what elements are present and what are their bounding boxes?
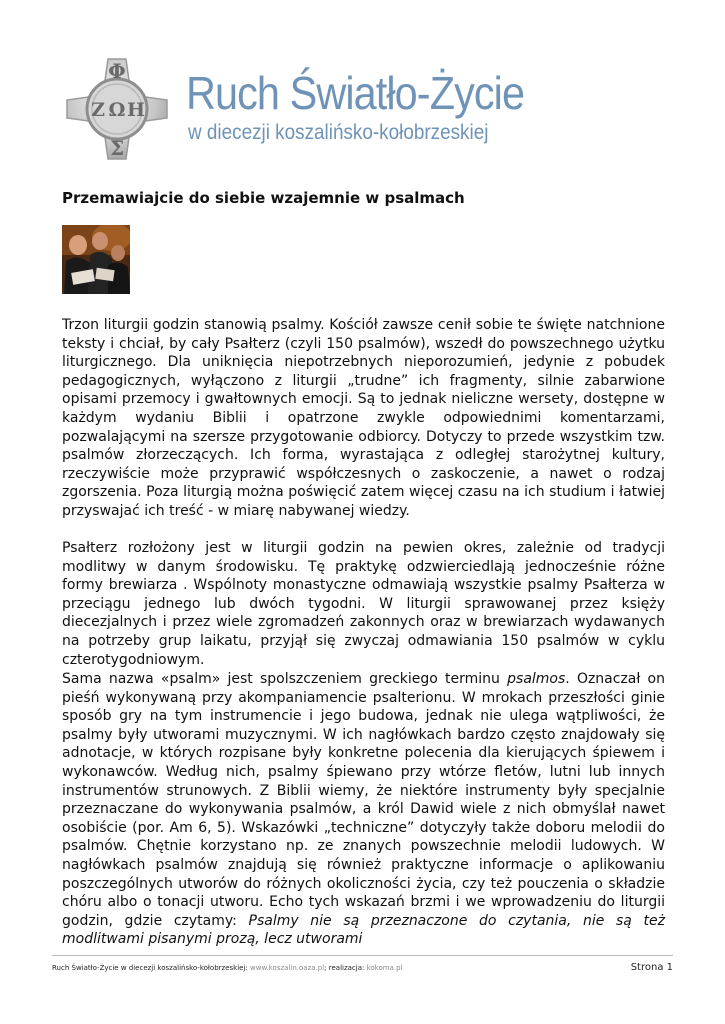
svg-text:Ω: Ω [108,99,126,121]
article-paragraph: Psałterz rozłożony jest w liturgii godzin na pewien okres, zależnie od tradycji modlitwy w danym środowisku. Tę praktykę odzwierciedlają jednocześnie różne formy brewiarza . Wspólnoty monastyczne odmawiają wszystkie psalmy Psałterza w przeciągu jednego lub dwóch tygodni. W liturgii sprawowanej przez księży diecezjalnych i przez wiele zgromadzeń zakonnych oraz w brewiarzach wydawanych na potrzeby grup laikatu, przyjął się zwyczaj odmawiania 150 psalmów w cyklu czterotygodniowym. [62,540,665,668]
italic-quote: Psalmy nie są przeznaczone do czytania, nie są też modlitwami pisanymi prozą, lecz utworami [62,912,665,948]
footer-credits: Ruch Światło-Życie w diecezji koszalińsko-kołobrzeskiej: www.koszalin.oaza.pl; realizacja: kokoma.pl [52,964,403,972]
article-paragraph: Sama nazwa «psalm» jest spolszczeniem greckiego terminu psalmos. Oznaczał on pieśń wykonywaną przy akompaniamencie psalterionu. W mrokach przeszłości ginie sposób gry na tym instrumencie i jego budowa, jednak nie ulega wątpliwości, że psalmy były utworami muzycznymi. W ich nagłówkach bardzo często znajdowały się adnotacje, w których rozpisane były konkretne polecenia dla kierujących śpiewem i wykonawców. Według nich, psalmy śpiewano przy wtórze fletów, lutni lub innych instrumentów strunowych. Z Biblii wiemy, że niektóre instrumenty były specjalnie przeznaczane do wykonywania psalmów, a król Dawid wiele z nich obmyślał nawet osobiście (por. Am 6, 5). Wskazówki „techniczne” dotyczyły także doboru melodii do psalmów. Chętnie korzystano np. ze znanych powszechnie melodii ludowych. W nagłówkach psalmów znajdują się również praktyczne informacje o aplikowaniu poszczególnych utworów do różnych okoliczności życia, czy też pouczenia o składzie chóru albo o tonacji utworu. Echo tych wskazań brzmi i we wprowadzeniu do liturgii godzin, gdzie czytamy: Psalmy nie są przeznaczone do czytania, nie są też modlitwami pisanymi prozą, lecz utworami [62,671,665,948]
italic-term: psalmos [507,671,566,687]
article-thumbnail [62,225,130,294]
footer-site-name: Ruch Światło-Życie w diecezji koszalińsko-kołobrzeskiej: [52,964,248,972]
footer-credit-label: realizacja: [328,964,365,972]
svg-text:Σ: Σ [109,136,125,160]
article-paragraph: Trzon liturgii godzin stanowią psalmy. Kościół zawsze cenił sobie te święte natchnione teksty i chciał, by cały Psałterz (czyli 150 psalmów), wszedł do powszechnego użytku liturgicznego. Dla uniknięcia niepotrzebnych nieporozumień, jedynie z pobudek pedagogicznych, wyłączono z liturgii „trudne” ich fragmenty, silnie zabarwione opisami przemocy i gwałtownych emocji. Są to jednak nieliczne wersety, dostępne w każdym wydaniu Biblii i opatrzone zwykle odpowiednimi komentarzami, pozwalającymi na szersze przygotowanie odbiorcy. Dotyczy to przede wszystkim tzw. psalmów złorzeczących. Ich forma, wyrastająca z odległej starożytnej kultury, rzeczywiście może przyprawić współczesnych o zaskoczenie, a nawet o rodzaj zgorszenia. Poza liturgią można poświęcić zatem więcej czasu na ich studium i łatwiej przyswajać ich treść - w miarę nabywanej wiedzy. [62,317,665,519]
logo-subtitle: w diecezji koszalińsko-kołobrzeskiej [188,121,489,144]
svg-text:Η: Η [127,99,145,121]
credit-link[interactable]: kokoma.pl [366,964,403,972]
footer-divider [52,955,673,956]
logo-title: Ruch Światło-Życie [186,67,525,119]
movement-logo-icon [62,53,172,165]
article-title: Przemawiajcie do siebie wzajemnie w psalmach [62,189,465,207]
svg-text:Φ: Φ [108,59,126,83]
site-link[interactable]: www.koszalin.oaza.pl [250,964,325,972]
page-number: Strona 1 [630,962,673,973]
svg-text:Ζ: Ζ [91,99,105,121]
site-header [62,48,582,168]
